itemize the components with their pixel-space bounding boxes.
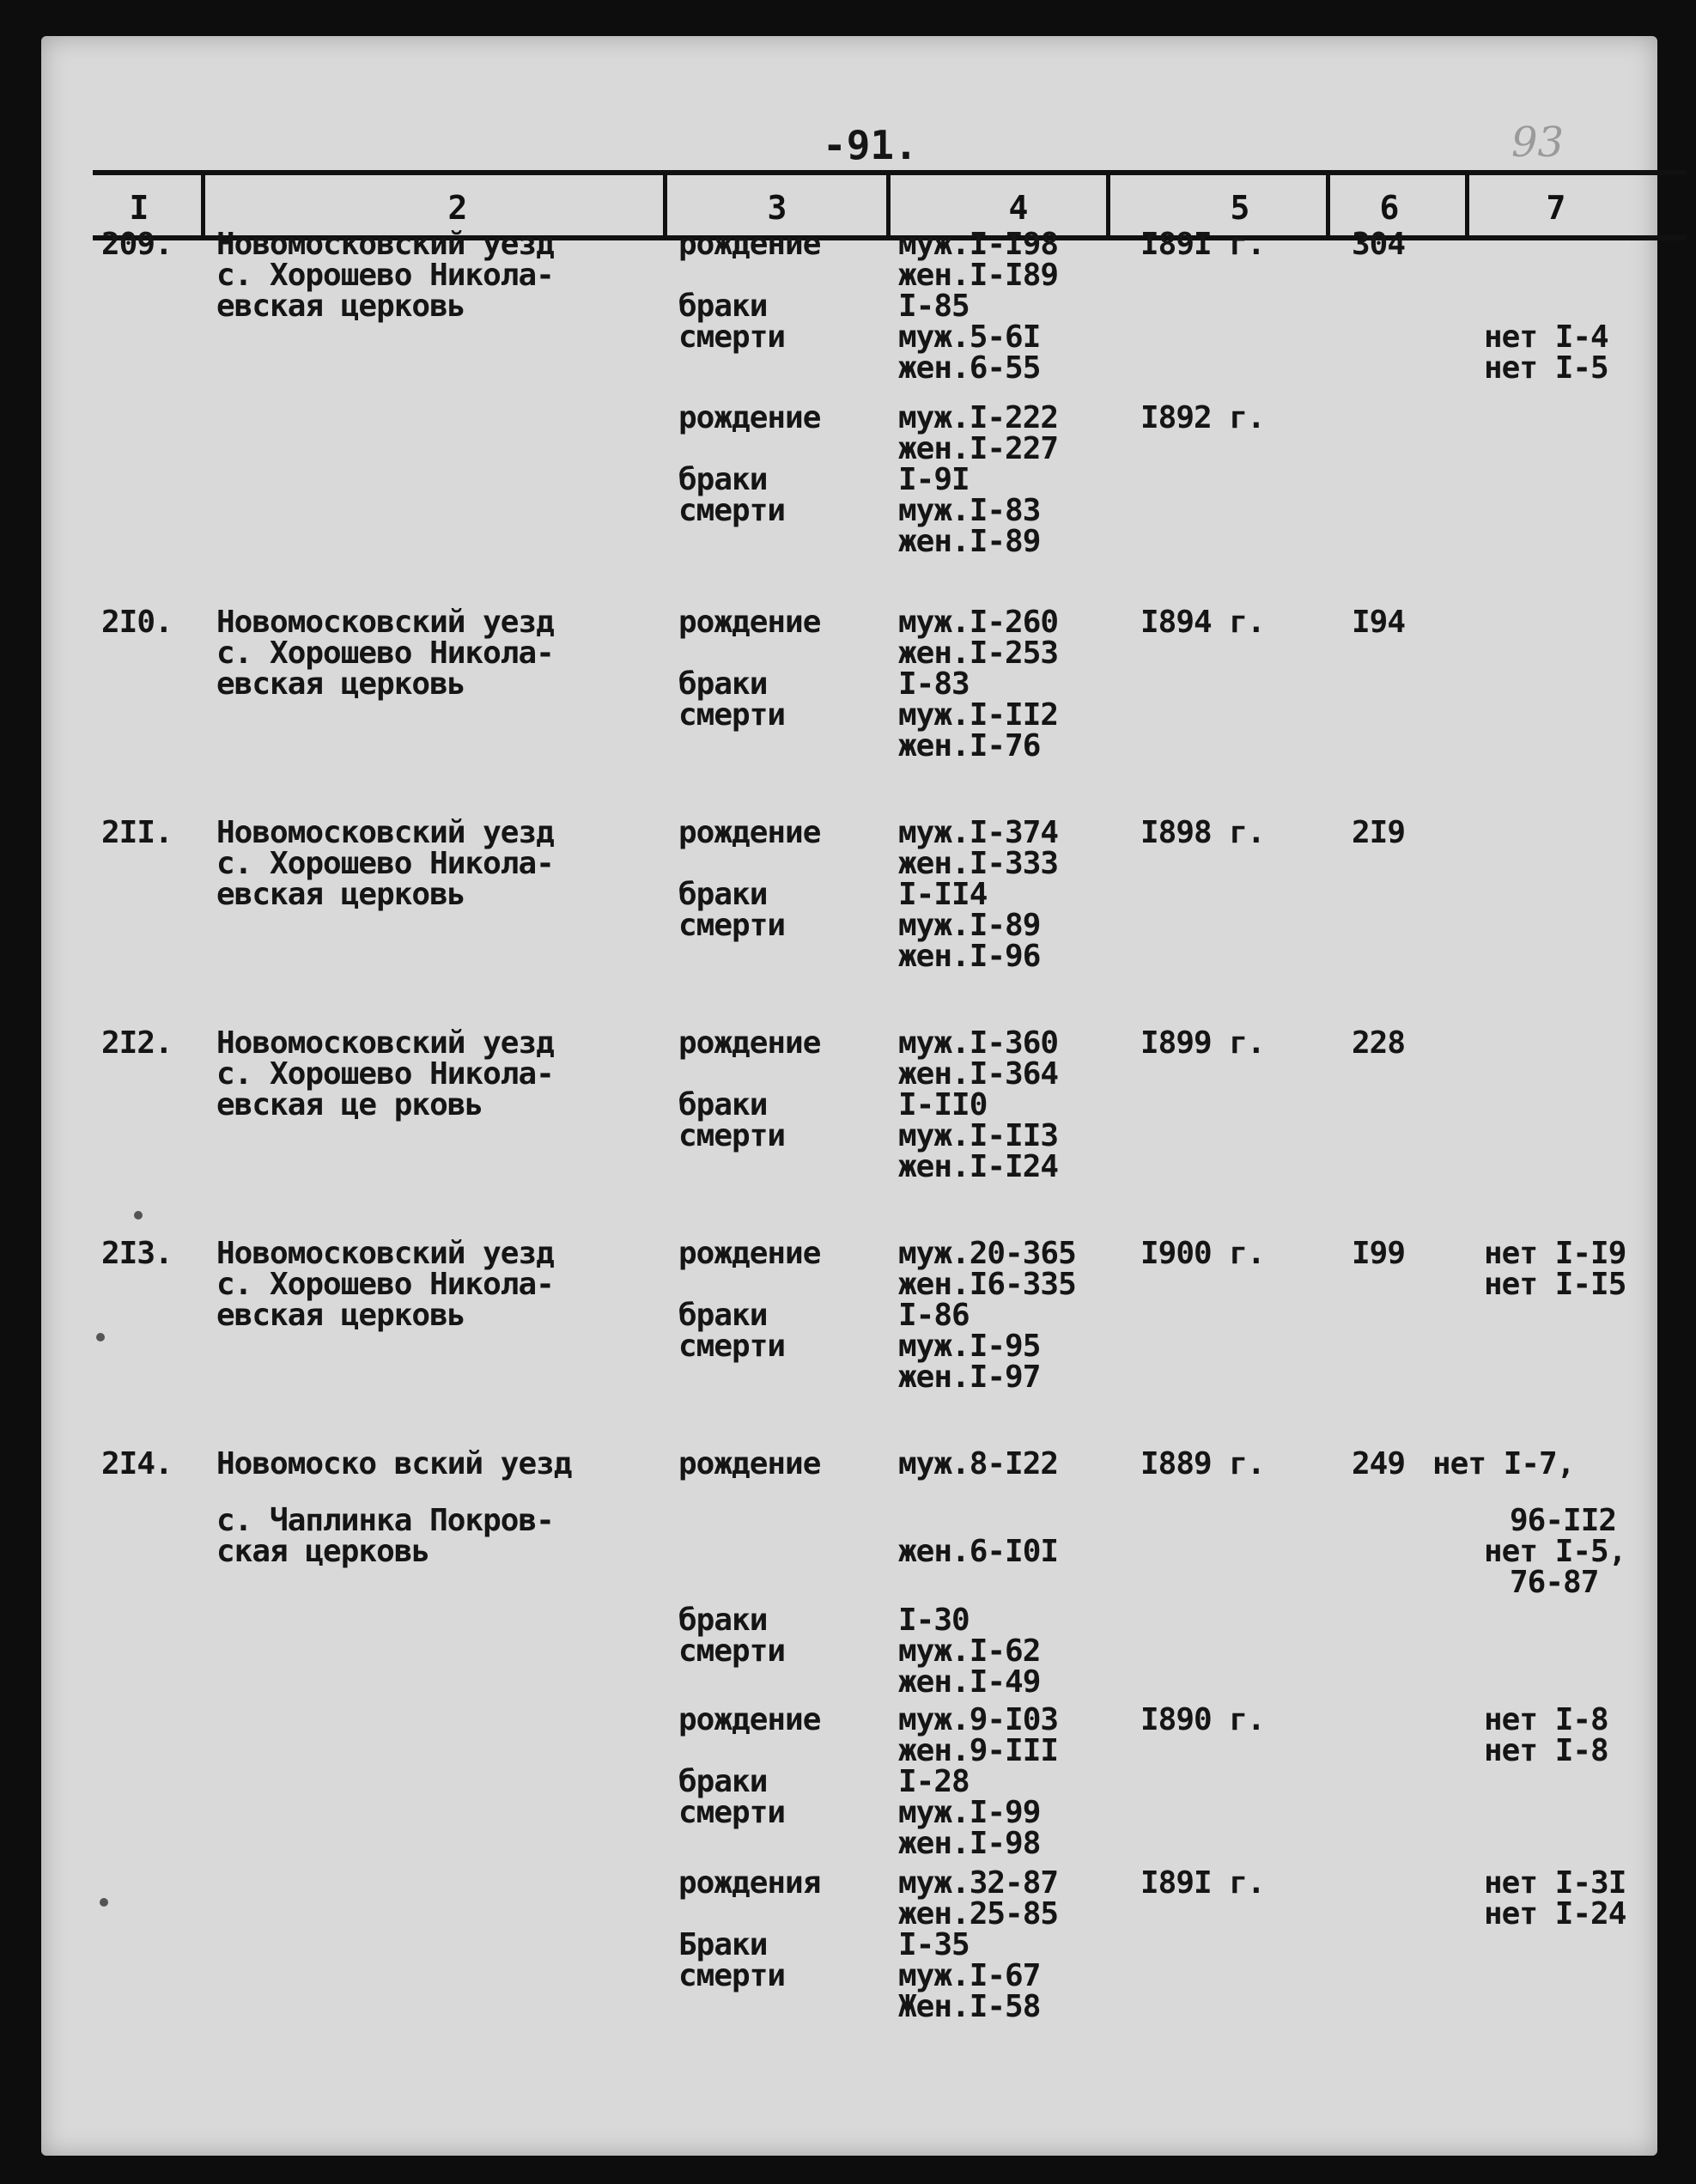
record-type: рождение: [678, 1025, 821, 1061]
record-range: жен.I-227: [898, 431, 1059, 466]
record-range: I-30: [898, 1603, 970, 1638]
record-year: I900 г.: [1140, 1236, 1265, 1271]
parish-description: евская церковь: [216, 666, 465, 702]
record-type: браки: [678, 1603, 768, 1638]
record-count: 2I9: [1352, 815, 1406, 850]
record-range: I-35: [898, 1927, 970, 1962]
record-type: рождения: [678, 1865, 821, 1901]
record-year: I898 г.: [1140, 815, 1265, 850]
record-range: муж.32-87: [898, 1865, 1059, 1901]
scan-speck: [134, 1211, 143, 1220]
record-type: браки: [678, 877, 768, 912]
record-range: муж.5-6I: [898, 319, 1041, 355]
record-type: браки: [678, 1764, 768, 1799]
record-range: жен.9-III: [898, 1733, 1059, 1768]
parish-description: с. Хорошево Никола-: [216, 846, 554, 881]
record-number: 2II.: [101, 815, 173, 850]
record-range: жен.I-89: [898, 524, 1041, 559]
record-type: браки: [678, 666, 768, 702]
record-range: муж.I-II3: [898, 1118, 1059, 1153]
parish-description: Новомоско вский уезд: [216, 1446, 572, 1481]
missing-records: нет I-8: [1484, 1733, 1608, 1768]
record-type: рождение: [678, 605, 821, 640]
record-type: браки: [678, 462, 768, 497]
record-range: жен.I-I24: [898, 1149, 1059, 1184]
record-count: I94: [1352, 605, 1406, 640]
column-header-5: 5: [1230, 189, 1250, 227]
parish-description: с. Хорошево Никола-: [216, 636, 554, 671]
record-type: смерти: [678, 1329, 786, 1364]
parish-description: с. Хорошево Никола-: [216, 1056, 554, 1092]
record-range: жен.I6-335: [898, 1267, 1076, 1302]
record-type: рождение: [678, 227, 821, 262]
parish-description: с. Хорошево Никола-: [216, 1267, 554, 1302]
record-range: жен.I-333: [898, 846, 1059, 881]
missing-records: нет I-7,: [1432, 1446, 1575, 1481]
record-type: смерти: [678, 1633, 786, 1669]
record-year: I890 г.: [1140, 1702, 1265, 1737]
column-divider: [1326, 173, 1330, 240]
missing-records: 76-87: [1510, 1565, 1599, 1600]
missing-records: нет I-4: [1484, 319, 1608, 355]
column-header-6: 6: [1379, 189, 1400, 227]
missing-records: нет I-5,: [1484, 1534, 1626, 1569]
record-range: жен.I-98: [898, 1826, 1041, 1861]
parish-description: с. Хорошево Никола-: [216, 258, 554, 293]
parish-description: евская це рковь: [216, 1087, 483, 1122]
record-range: I-9I: [898, 462, 970, 497]
record-type: браки: [678, 289, 768, 324]
record-range: жен.I-253: [898, 636, 1059, 671]
record-range: муж.I-374: [898, 815, 1059, 850]
record-range: муж.I-260: [898, 605, 1059, 640]
record-year: I889 г.: [1140, 1446, 1265, 1481]
column-divider: [1106, 173, 1110, 240]
record-type: рождение: [678, 1446, 821, 1481]
record-range: жен.6-55: [898, 350, 1041, 386]
page-number: -91.: [823, 122, 918, 168]
missing-records: нет I-I5: [1484, 1267, 1626, 1302]
record-year: I89I г.: [1140, 1865, 1265, 1901]
record-range: муж.I-62: [898, 1633, 1041, 1669]
record-range: жен.I-49: [898, 1664, 1041, 1700]
column-header-3: 3: [767, 189, 787, 227]
scan-speck: [96, 1333, 105, 1341]
missing-records: нет I-3I: [1484, 1865, 1626, 1901]
parish-description: Новомосковский уезд: [216, 605, 554, 640]
record-range: I-86: [898, 1298, 970, 1333]
record-count: 228: [1352, 1025, 1406, 1061]
record-type: смерти: [678, 697, 786, 733]
column-header-7: 7: [1546, 189, 1566, 227]
parish-description: ская церковь: [216, 1534, 430, 1569]
parish-description: Новомосковский уезд: [216, 815, 554, 850]
record-range: жен.25-85: [898, 1896, 1059, 1932]
record-range: I-28: [898, 1764, 970, 1799]
record-year: I894 г.: [1140, 605, 1265, 640]
record-range: муж.I-II2: [898, 697, 1059, 733]
parish-description: Новомосковский уезд: [216, 1236, 554, 1271]
record-range: жен.I-I89: [898, 258, 1059, 293]
scan-speck: [100, 1898, 108, 1907]
archive-page-number: 93: [1511, 119, 1565, 167]
record-range: муж.I-360: [898, 1025, 1059, 1061]
record-range: муж.I-67: [898, 1958, 1041, 1993]
parish-description: евская церковь: [216, 289, 465, 324]
parish-description: Новомосковский уезд: [216, 1025, 554, 1061]
missing-records: 96-II2: [1510, 1503, 1617, 1538]
record-number: 2I3.: [101, 1236, 173, 1271]
record-range: муж.I-95: [898, 1329, 1041, 1364]
record-type: смерти: [678, 1795, 786, 1830]
column-divider: [1465, 173, 1469, 240]
record-type: браки: [678, 1087, 768, 1122]
parish-description: евская церковь: [216, 1298, 465, 1333]
record-type: Браки: [678, 1927, 768, 1962]
record-number: 2I2.: [101, 1025, 173, 1061]
record-count: 304: [1352, 227, 1406, 262]
record-year: I899 г.: [1140, 1025, 1265, 1061]
column-header-4: 4: [1008, 189, 1029, 227]
record-range: жен.I-364: [898, 1056, 1059, 1092]
record-range: муж.I-222: [898, 400, 1059, 435]
record-year: I89I г.: [1140, 227, 1265, 262]
record-type: рождение: [678, 1236, 821, 1271]
archive-page: [41, 36, 1657, 2156]
record-range: муж.I-89: [898, 908, 1041, 943]
record-range: муж.9-I03: [898, 1702, 1059, 1737]
column-header-2: 2: [447, 189, 468, 227]
record-range: I-85: [898, 289, 970, 324]
record-range: муж.20-365: [898, 1236, 1076, 1271]
record-count: I99: [1352, 1236, 1406, 1271]
record-type: смерти: [678, 908, 786, 943]
record-range: муж.I-83: [898, 493, 1041, 528]
record-range: жен.I-96: [898, 939, 1041, 974]
missing-records: нет I-8: [1484, 1702, 1608, 1737]
record-number: 2I4.: [101, 1446, 173, 1481]
record-range: жен.I-97: [898, 1360, 1041, 1395]
record-range: жен.6-I0I: [898, 1534, 1059, 1569]
record-type: браки: [678, 1298, 768, 1333]
record-range: муж.8-I22: [898, 1446, 1059, 1481]
column-divider: [886, 173, 891, 240]
record-type: смерти: [678, 1118, 786, 1153]
record-year: I892 г.: [1140, 400, 1265, 435]
record-type: рождение: [678, 400, 821, 435]
parish-description: евская церковь: [216, 877, 465, 912]
record-type: смерти: [678, 1958, 786, 1993]
record-number: 2I0.: [101, 605, 173, 640]
record-range: муж.I-I98: [898, 227, 1059, 262]
missing-records: нет I-5: [1484, 350, 1608, 386]
record-range: I-83: [898, 666, 970, 702]
parish-description: с. Чаплинка Покров-: [216, 1503, 554, 1538]
column-divider: [663, 173, 667, 240]
column-divider: [201, 173, 205, 240]
record-type: смерти: [678, 493, 786, 528]
record-range: Жен.I-58: [898, 1989, 1041, 2024]
missing-records: нет I-24: [1484, 1896, 1626, 1932]
record-type: рождение: [678, 1702, 821, 1737]
record-range: I-II0: [898, 1087, 988, 1122]
record-range: жен.I-76: [898, 728, 1041, 763]
record-type: рождение: [678, 815, 821, 850]
record-range: муж.I-99: [898, 1795, 1041, 1830]
record-type: смерти: [678, 319, 786, 355]
record-count: 249: [1352, 1446, 1406, 1481]
record-range: I-II4: [898, 877, 988, 912]
missing-records: нет I-I9: [1484, 1236, 1626, 1271]
record-number: 209.: [101, 227, 173, 262]
column-header-1: I: [129, 189, 149, 227]
parish-description: Новомосковский уезд: [216, 227, 554, 262]
